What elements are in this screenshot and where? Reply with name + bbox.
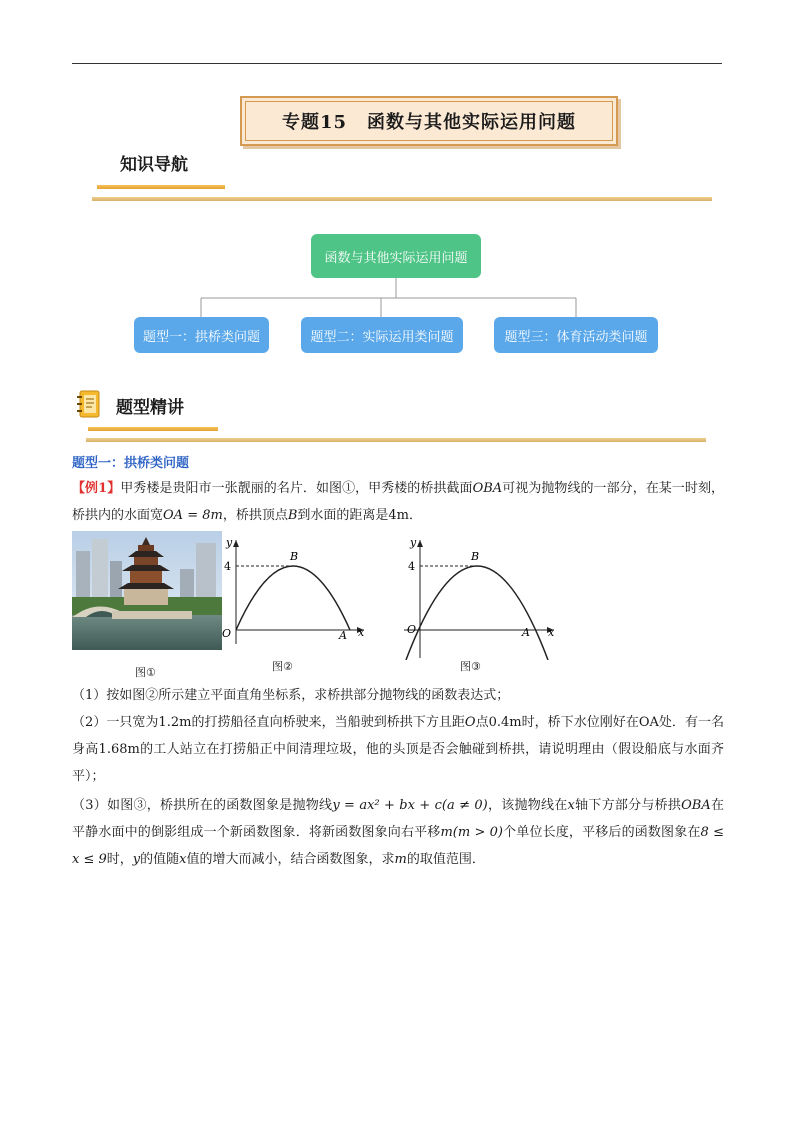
mindmap-child-3: 题型三：体育活动类问题 (494, 317, 658, 353)
fig3-point-B: B (471, 550, 480, 563)
fig2-y-label: y (226, 536, 233, 549)
question-2: （2）一只宽为1.2m的打捞船径直向桥驶来，当船驶到桥拱下方且距O点0.4m时，桥下水位刚好在OA处．有一名身高1.68m的工人站立在打捞船正中间清理垃圾，他的头顶是否会触碰到桥拱，请说明理由（假设船底与水面齐平）； (72, 715, 724, 784)
question-1: （1）按如图②所示建立平面直角坐标系，求桥拱部分抛物线的函数表达式； (72, 688, 510, 703)
title-box (240, 96, 618, 146)
example-intro: 【例1】甲秀楼是贵阳市一张靓丽的名片．如图①，甲秀楼的桥拱截面OBA可视为抛物线的一部分，在某一时刻，桥拱内的水面宽OA = 8m，桥拱顶点B到水面的距离是4m． (72, 481, 724, 523)
fig3-tick-4: 4 (408, 560, 415, 573)
fig2-origin: O (222, 627, 232, 640)
section-heading-underline (88, 427, 218, 431)
nav-heading-underline (97, 185, 225, 189)
mindmap (128, 228, 668, 368)
question-3: （3）如图③，桥拱所在的函数图象是抛物线y = ax² + bx + c(a ≠ 0)，该抛物线在x轴下方部分与桥拱OBA在平静水面中的倒影组成一个新函数图象．将新函数图象向右平移m(m > 0)个单位长度，平移后的函数图象在8 ≤ x ≤ 9时，y的值随x值的增大而减小，结合函数图象，求m的取值范围． (72, 798, 724, 867)
fig3-y-label: y (410, 536, 417, 549)
nav-heading: 知识导航 (120, 155, 188, 175)
title-topic: 专题15 (281, 112, 348, 133)
fig2-x-label: x (358, 626, 365, 639)
fig3-point-A: A (522, 626, 530, 639)
notebook-icon (77, 390, 101, 418)
figure-3-label: 图③ (460, 660, 481, 673)
mindmap-child-2: 题型二：实际运用类问题 (301, 317, 463, 353)
figure-1-label: 图① (135, 666, 156, 679)
section-divider (86, 438, 706, 442)
mindmap-child-1: 题型一：拱桥类问题 (134, 317, 269, 353)
nav-divider (92, 197, 712, 201)
header-rule (72, 63, 722, 64)
title-name: 函数与其他实际运用问题 (367, 112, 577, 133)
q3-formula: y = ax² + bx + c(a ≠ 0) (332, 798, 488, 813)
fig2-point-B: B (290, 550, 299, 563)
figure-2-graph (218, 532, 370, 652)
mindmap-root: 函数与其他实际运用问题 (311, 234, 481, 278)
fig2-tick-4: 4 (224, 560, 231, 573)
pavilion-photo (72, 531, 222, 650)
fig2-point-A: A (339, 629, 347, 642)
figure-3-graph (398, 532, 560, 660)
title-inner (245, 101, 613, 141)
section-heading: 题型精讲 (116, 398, 184, 418)
type-heading: 题型一：拱桥类问题 (72, 456, 190, 471)
fig3-origin: O (407, 623, 417, 636)
example-tag: 【例1】 (72, 481, 121, 496)
figure-2-label: 图② (272, 660, 293, 673)
fig3-x-label: x (548, 626, 555, 639)
